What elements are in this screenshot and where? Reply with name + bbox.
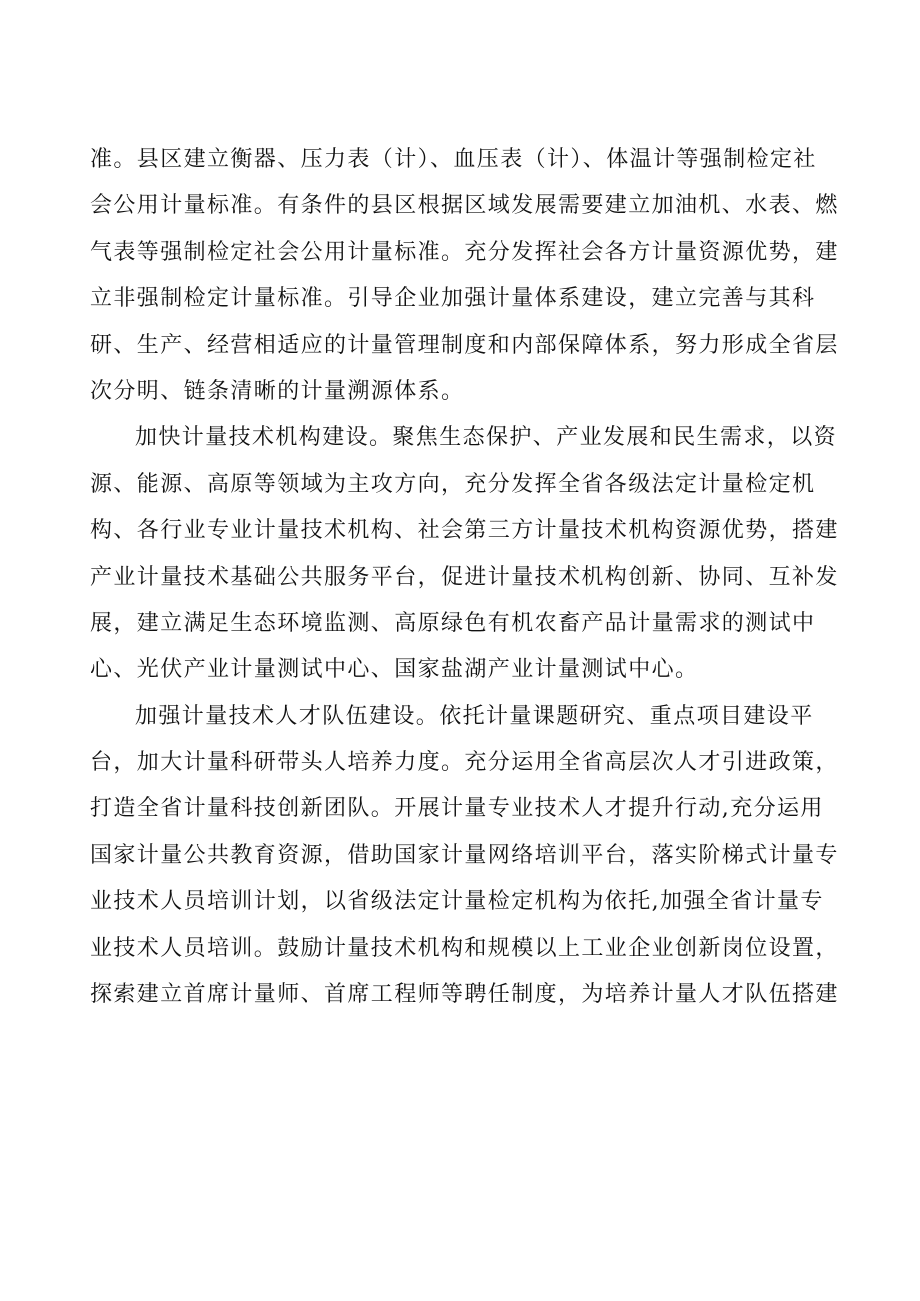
text-line: 产业计量技术基础公共服务平台，促进计量技术机构创新、协同、互补发: [90, 564, 839, 590]
text-line: 准。县区建立衡器、压力表（计）、血压表（计）、体温计等强制检定社: [90, 147, 817, 172]
text-line: 心、光伏产业计量测试中心、国家盐湖产业计量测试中心。: [90, 657, 699, 683]
text-line: 气表等强制检定社会公用计量标准。充分发挥社会各方计量资源优势，建: [90, 239, 839, 265]
text-line: 业技术人员培训计划，以省级法定计量检定机构为依托,加强全省计量专: [90, 889, 824, 915]
text-line: 加快计量技术机构建设。聚焦生态保护、产业发展和民生需求，以资: [135, 425, 838, 451]
text-line: 业技术人员培训。鼓励计量技术机构和规模以上工业企业创新岗位设置，: [90, 935, 839, 961]
text-line: 打造全省计量科技创新团队。开展计量专业技术人才提升行动,充分运用: [90, 796, 824, 822]
text-line: 展，建立满足生态环境监测、高原绿色有机农畜产品计量需求的测试中: [90, 610, 816, 636]
text-line: 探索建立首席计量师、首席工程师等聘任制度，为培养计量人才队伍搭建: [90, 982, 839, 1008]
text-line: 研、生产、经营相适应的计量管理制度和内部保障体系，努力形成全省层: [90, 332, 839, 358]
text-line: 构、各行业专业计量技术机构、社会第三方计量技术机构资源优势，搭建: [90, 518, 839, 544]
text-line: 立非强制检定计量标准。引导企业加强计量体系建设，建立完善与其科: [90, 286, 816, 312]
text-line: 国家计量公共教育资源，借助国家计量网络培训平台，落实阶梯式计量专: [90, 842, 839, 868]
text-line: 次分明、链条清晰的计量溯源体系。: [90, 378, 465, 404]
text-line: 源、能源、高原等领域为主攻方向，充分发挥全省各级法定计量检定机: [90, 471, 816, 497]
text-line: 台，加大计量科研带头人培养力度。充分运用全省高层次人才引进政策，: [90, 750, 839, 776]
text-line: 会公用计量标准。有条件的县区根据区域发展需要建立加油机、水表、燃: [90, 193, 839, 219]
text-line: 加强计量技术人才队伍建设。依托计量课题研究、重点项目建设平: [135, 703, 814, 729]
body-text: [90, 146, 839, 1027]
